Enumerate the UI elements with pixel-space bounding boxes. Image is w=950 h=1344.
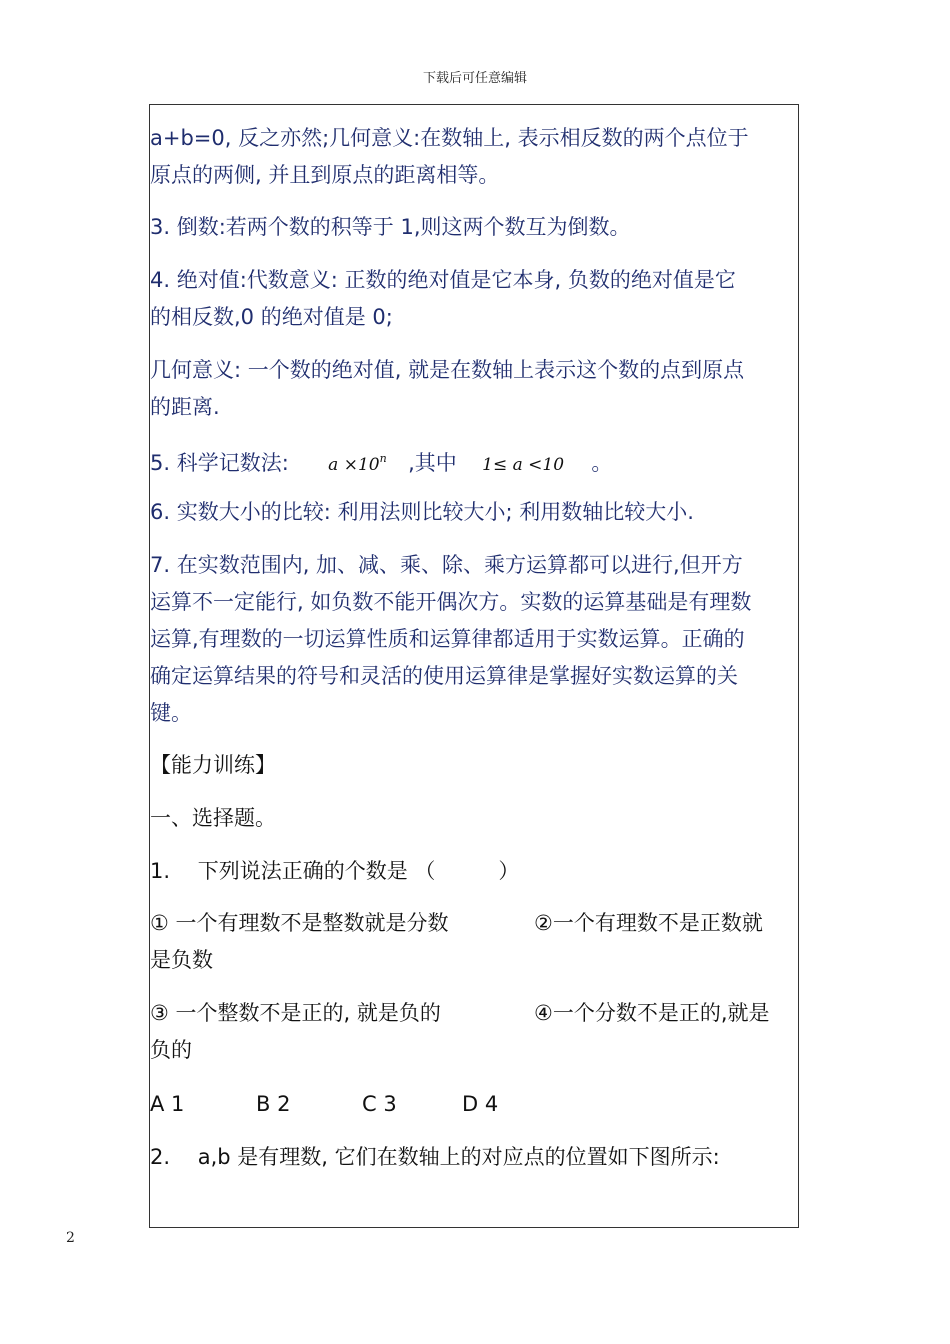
text-line: 原点的两侧, 并且到原点的距离相等。: [150, 163, 500, 187]
text-line: 运算,有理数的一切运算性质和运算律都适用于实数运算。正确的: [150, 627, 745, 651]
text-segment: 。: [591, 451, 613, 475]
text-line: 7. 在实数范围内, 加、减、乘、除、乘方运算都可以进行,但开方: [150, 553, 743, 577]
question-2: 2. a,b 是有理数, 它们在数轴上的对应点的位置如下图所示:: [150, 1145, 720, 1169]
choice-d: D 4: [462, 1092, 499, 1116]
section-title: 一、选择题。: [150, 806, 276, 830]
exponent: n: [379, 452, 387, 465]
text-line: 3. 倒数:若两个数的积等于 1,则这两个数互为倒数。: [150, 215, 631, 239]
choice-c: C 3: [362, 1092, 397, 1116]
option-1: ① 一个有理数不是整数就是分数: [150, 911, 449, 935]
text-segment: 5. 科学记数法:: [150, 451, 289, 475]
text-line: a+b=0, 反之亦然;几何意义:在数轴上, 表示相反数的两个点位于: [150, 126, 749, 150]
option-2: ②一个有理数不是正数就: [534, 911, 763, 935]
options-row-2: [150, 995, 800, 1031]
option-2-continued: 是负数: [150, 948, 213, 972]
formula-range: 1≤ a <10: [482, 455, 565, 475]
options-row-1: [150, 905, 800, 941]
text-line: 6. 实数大小的比较: 利用法则比较大小; 利用数轴比较大小.: [150, 500, 694, 524]
scientific-notation-line: [150, 441, 612, 483]
page-header: 下载后可任意编辑: [422, 71, 527, 86]
option-3: ③ 一个整数不是正的, 就是负的: [150, 1001, 441, 1025]
text-line: 确定运算结果的符号和灵活的使用运算律是掌握好实数运算的关: [150, 664, 738, 688]
text-line: 键。: [150, 701, 192, 725]
option-4: ④一个分数不是正的,就是: [534, 1001, 770, 1025]
option-4-continued: 负的: [150, 1038, 192, 1062]
section-heading: 【能力训练】: [150, 753, 276, 777]
formula-a-times-ten: $a \times 10^n$: [328, 452, 387, 475]
text-line: 的相反数,0 的绝对值是 0;: [150, 305, 393, 329]
question-1: 1. 下列说法正确的个数是 （ ）: [150, 859, 520, 883]
text-line: 几何意义: 一个数的绝对值, 就是在数轴上表示这个数的点到原点: [150, 358, 745, 382]
choice-a: A 1: [150, 1092, 185, 1116]
text-line: 的距离.: [150, 395, 220, 419]
text-segment: ,其中: [408, 451, 457, 475]
choice-b: B 2: [256, 1092, 291, 1116]
page-number: 2: [66, 1230, 75, 1246]
text-line: 运算不一定能行, 如负数不能开偶次方。实数的运算基础是有理数: [150, 590, 752, 614]
text-line: 4. 绝对值:代数意义: 正数的绝对值是它本身, 负数的绝对值是它: [150, 268, 736, 292]
